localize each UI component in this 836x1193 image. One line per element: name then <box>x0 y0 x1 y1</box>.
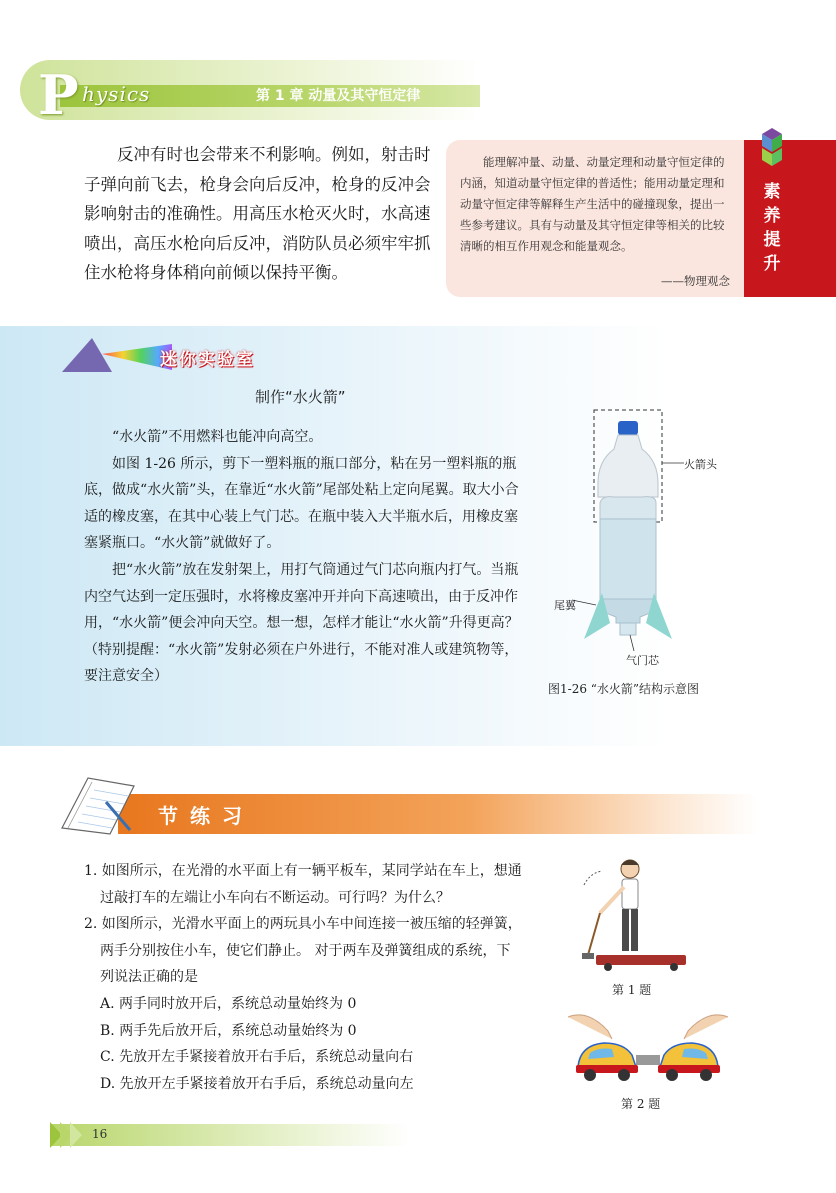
label-rocket-head: 火箭头 <box>684 458 717 471</box>
chapter-label: 第 1 章 动量及其守恒定律 <box>256 88 421 104</box>
water-rocket-figure <box>560 405 780 695</box>
side-char-4: 升 <box>763 254 781 274</box>
person-on-cart-figure <box>580 855 690 977</box>
question-1: 1. 如图所示，在光滑的水平面上有一辆平板车，某同学站在车上，想通过敲打车的左端让小车向右不断运动。可行吗？为什么？ <box>84 863 522 906</box>
mini-lab-paragraph-1: “水火箭”不用燃料也能冲向高空。 <box>112 429 323 445</box>
question-2: 2. 如图所示，光滑水平面上的两玩具小车中间连接一被压缩的轻弹簧，两手分别按住小车，使它们静止。 对于两车及弹簧组成的系统，下列说法正确的是 <box>84 916 522 986</box>
label-fin: 尾翼 <box>554 599 576 612</box>
prism-icon <box>62 336 172 376</box>
mini-lab-subtitle: 制作“水火箭” <box>255 388 346 406</box>
exercise-title: 节练习 <box>158 804 254 828</box>
logo-letter: P <box>38 63 79 127</box>
notebook-icon <box>58 772 140 836</box>
figure-caption: 图1-26 “水火箭”结构示意图 <box>548 682 700 696</box>
figure-2-caption: 第 2 题 <box>621 1097 661 1111</box>
figure-1-caption: 第 1 题 <box>612 983 652 997</box>
side-char-3: 提 <box>763 230 781 250</box>
mini-lab-body <box>84 424 524 690</box>
page-header <box>0 55 836 125</box>
label-valve: 气门芯 <box>626 654 659 667</box>
option-c: C. 先放开左手紧接着放开右手后，系统总动量向右 <box>100 1049 414 1066</box>
page-number: 16 <box>92 1127 108 1141</box>
chevron-right-icon <box>50 1120 90 1150</box>
literacy-text: 能理解冲量、动量、动量定理和动量守恒定律的内涵，知道动量守恒定律的普适性；能用动量定理和动量守恒定律等解释生产生活中的碰撞现象，提出一些参考建议。具有与动量及其守恒定律等相关的比较清晰的相互作用观念和能量观念。 <box>460 155 725 253</box>
mini-lab-title: 迷你实验室 <box>160 350 255 370</box>
option-a: A. 两手同时放开后，系统总动量始终为 0 <box>100 995 357 1012</box>
logo-text: hysics <box>82 82 151 106</box>
literacy-side-label <box>760 180 784 276</box>
side-char-1: 素 <box>763 182 781 202</box>
mini-lab-paragraph-2: 如图 1-26 所示，剪下一塑料瓶的瓶口部分，粘在另一塑料瓶的瓶底，做成“水火箭”头，在靠近“水火箭”尾部处粘上定向尾翼。取大小合适的橡皮塞，在其中心装上气门芯。在瓶中装入大半瓶水后，用橡皮塞塞紧瓶口。“水火箭”就做好了。 <box>84 455 519 552</box>
option-d: D. 先放开左手紧接着放开右手后，系统总动量向左 <box>100 1075 414 1092</box>
mini-lab-paragraph-3: 把“水火箭”放在发射架上，用打气筒通过气门芯向瓶内打气。当瓶内空气达到一定压强时，水将橡皮塞冲开并向下高速喷出，由于反冲作用，“水火箭”便会冲向天空。想一想，怎样才能让“水火箭”升得更高？（特别提醒：“水火箭”发射必须在户外进行，不能对准人或建筑物等，要注意安全） <box>84 561 519 685</box>
cube-icon <box>758 126 786 170</box>
two-cars-spring-figure <box>568 1005 728 1090</box>
option-b: B. 两手先后放开后，系统总动量始终为 0 <box>100 1022 357 1039</box>
literacy-signature: ——物理观念 <box>661 274 730 288</box>
exercise-list <box>84 858 524 1097</box>
intro-paragraph: 反冲有时也会带来不利影响。例如，射击时子弹向前飞去，枪身会向后反冲，枪身的反冲会影响射击的准确性。用高压水枪灭火时，水高速喷出，高压水枪向后反冲，消防队员必须牢牢抓住水枪将身体稍向前倾以保持平衡。 <box>84 145 431 282</box>
side-char-2: 养 <box>763 206 781 226</box>
literacy-box <box>446 140 744 297</box>
